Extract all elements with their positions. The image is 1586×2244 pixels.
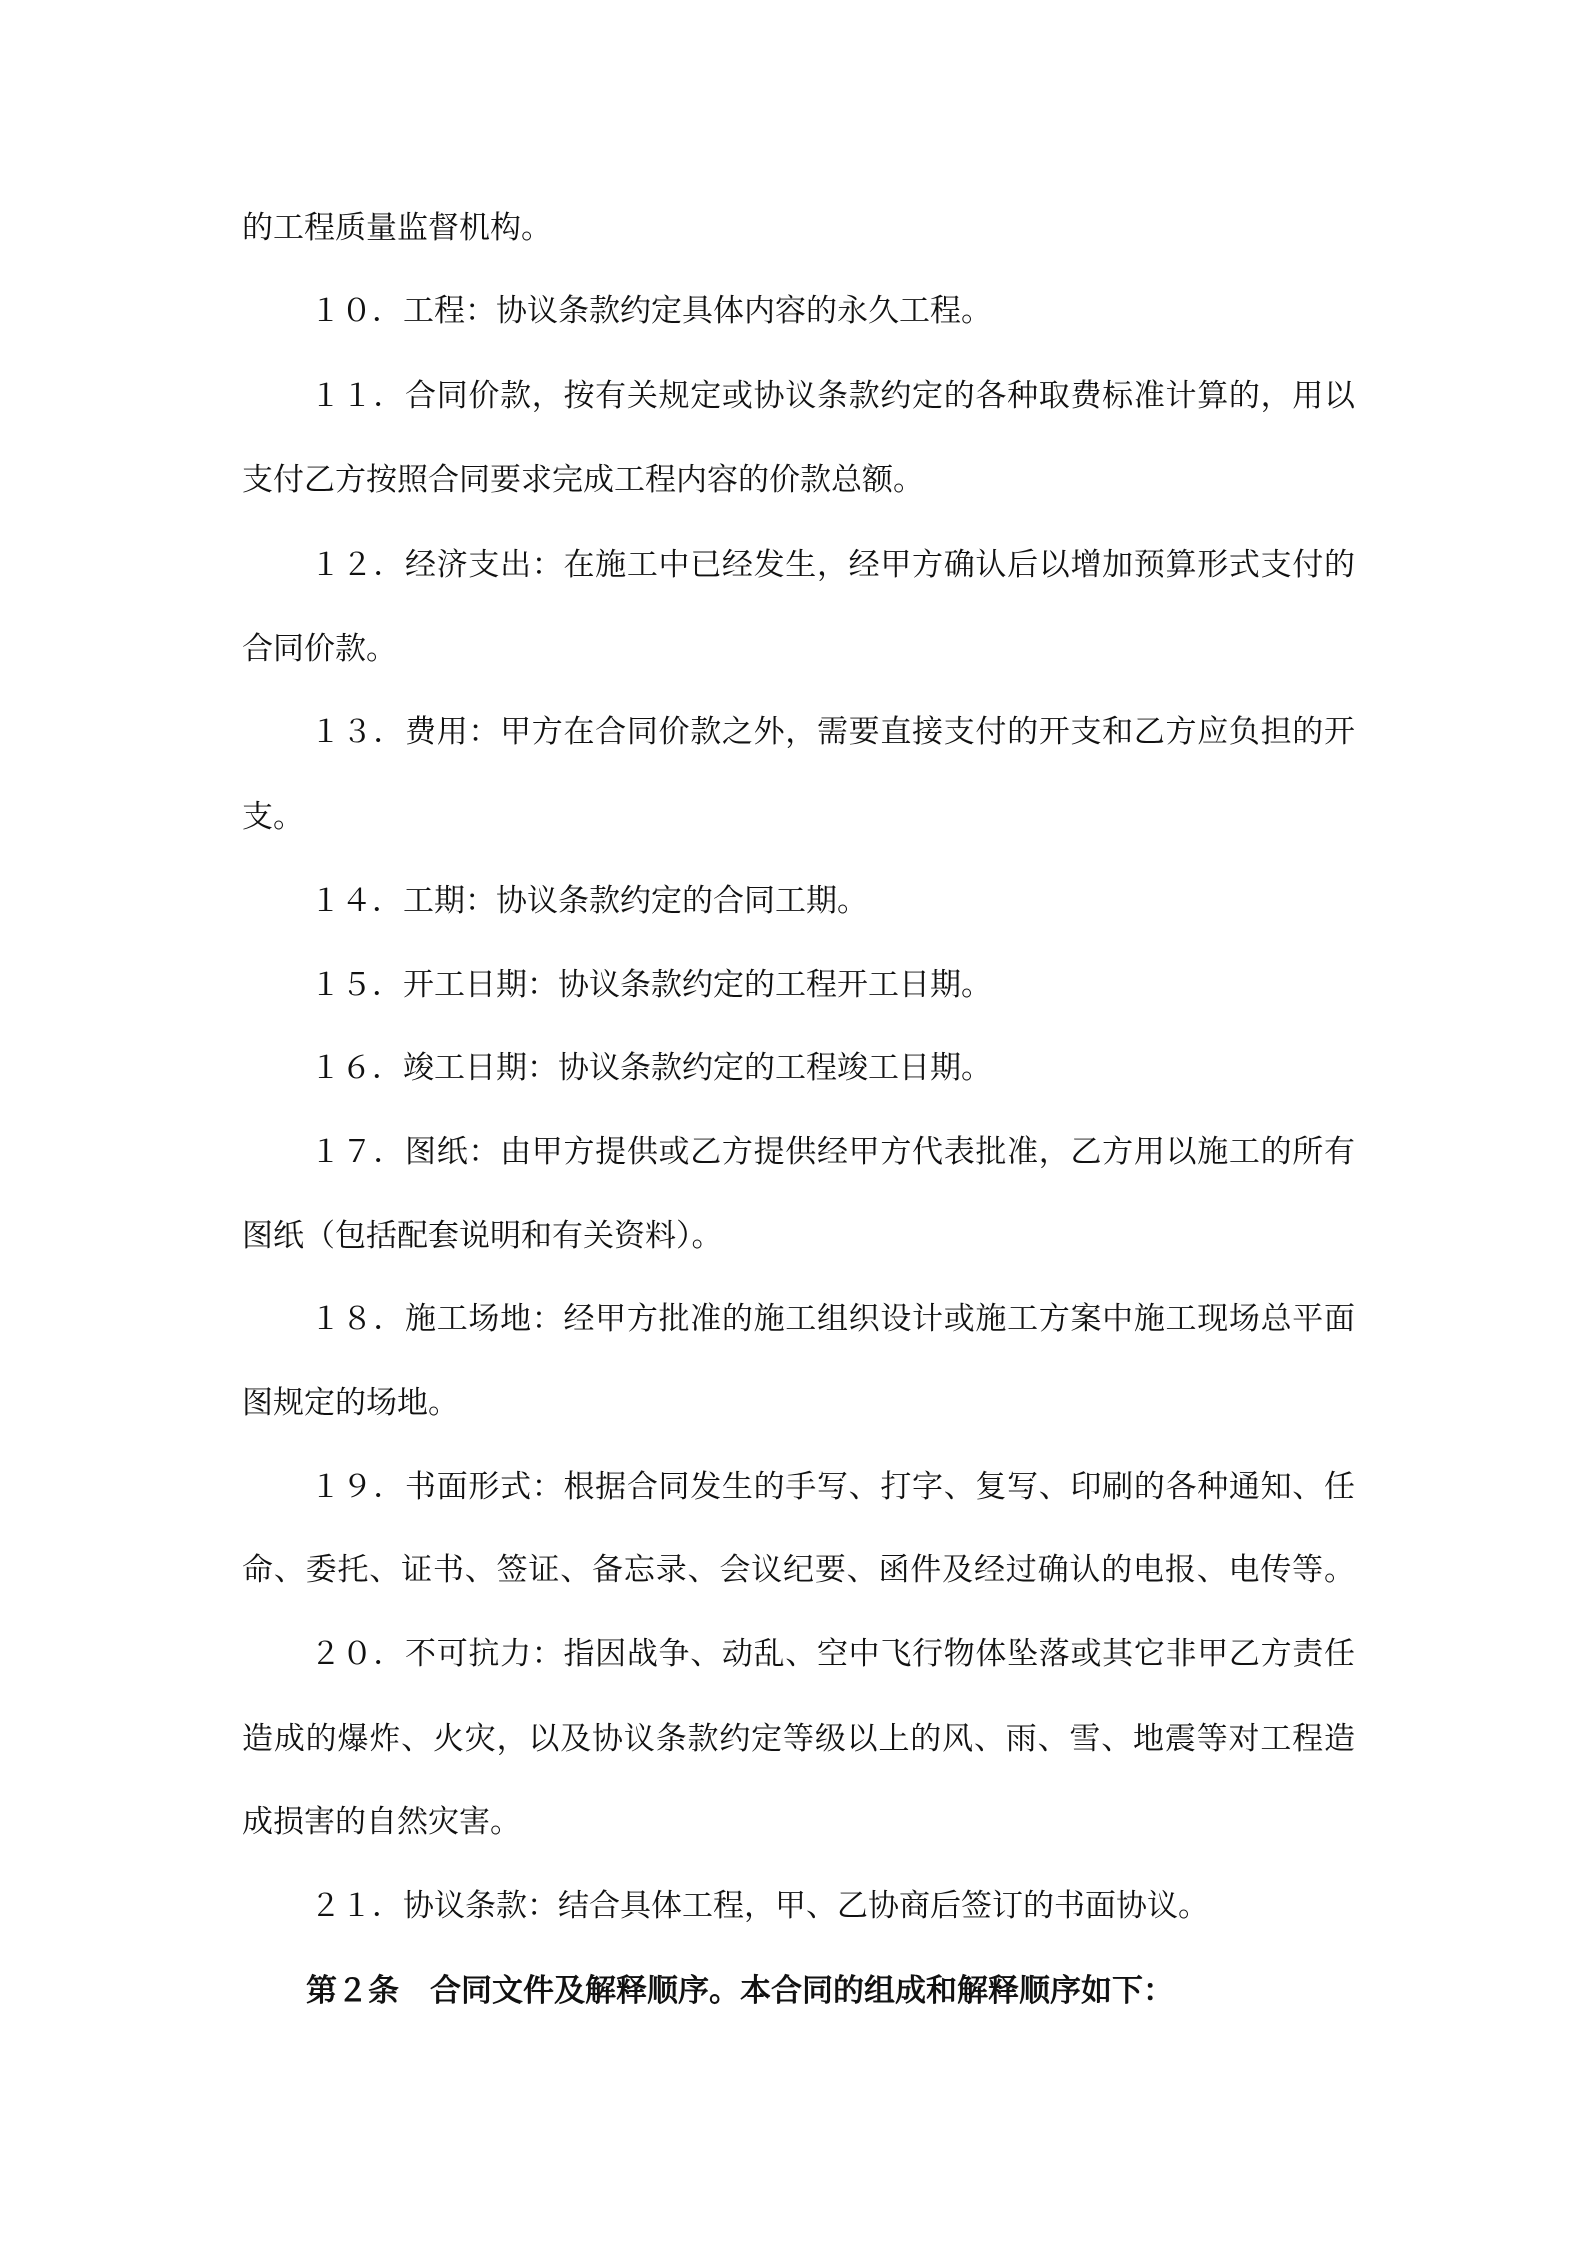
text-line: １９．书面形式：根据合同发生的手写、打字、复写、印刷的各种通知、任 bbox=[310, 1469, 1355, 1505]
section-heading: 第２条 合同文件及解释顺序。本合同的组成和解释顺序如下： bbox=[306, 1973, 1174, 2009]
text-line: 合同价款。 bbox=[242, 631, 397, 667]
text-line: 图规定的场地。 bbox=[242, 1385, 459, 1421]
text-line: 造成的爆炸、火灾，以及协议条款约定等级以上的风、雨、雪、地震等对工程造 bbox=[242, 1721, 1355, 1757]
text-line: １５．开工日期：协议条款约定的工程开工日期。 bbox=[310, 967, 992, 1003]
text-line: １６．竣工日期：协议条款约定的工程竣工日期。 bbox=[310, 1050, 992, 1086]
text-line: 成损害的自然灾害。 bbox=[242, 1804, 521, 1840]
text-line: 的工程质量监督机构。 bbox=[242, 210, 552, 246]
text-line: ２１．协议条款：结合具体工程，甲、乙协商后签订的书面协议。 bbox=[310, 1888, 1209, 1924]
text-line: 支。 bbox=[242, 799, 304, 835]
text-line: １７．图纸：由甲方提供或乙方提供经甲方代表批准，乙方用以施工的所有 bbox=[310, 1134, 1355, 1170]
text-line: １３．费用：甲方在合同价款之外，需要直接支付的开支和乙方应负担的开 bbox=[310, 714, 1355, 750]
text-line: 图纸（包括配套说明和有关资料）。 bbox=[242, 1218, 723, 1254]
text-line: １１．合同价款，按有关规定或协议条款约定的各种取费标准计算的，用以 bbox=[310, 378, 1355, 414]
text-line: １８．施工场地：经甲方批准的施工组织设计或施工方案中施工现场总平面 bbox=[310, 1301, 1355, 1337]
text-line: 命、委托、证书、签证、备忘录、会议纪要、函件及经过确认的电报、电传等。 bbox=[242, 1552, 1355, 1588]
text-line: １２．经济支出：在施工中已经发生，经甲方确认后以增加预算形式支付的 bbox=[310, 547, 1355, 583]
text-line: １４．工期：协议条款约定的合同工期。 bbox=[310, 883, 868, 919]
text-line: ２０．不可抗力：指因战争、动乱、空中飞行物体坠落或其它非甲乙方责任 bbox=[310, 1636, 1355, 1672]
text-line: １０．工程：协议条款约定具体内容的永久工程。 bbox=[310, 293, 992, 329]
text-line: 支付乙方按照合同要求完成工程内容的价款总额。 bbox=[242, 462, 924, 498]
